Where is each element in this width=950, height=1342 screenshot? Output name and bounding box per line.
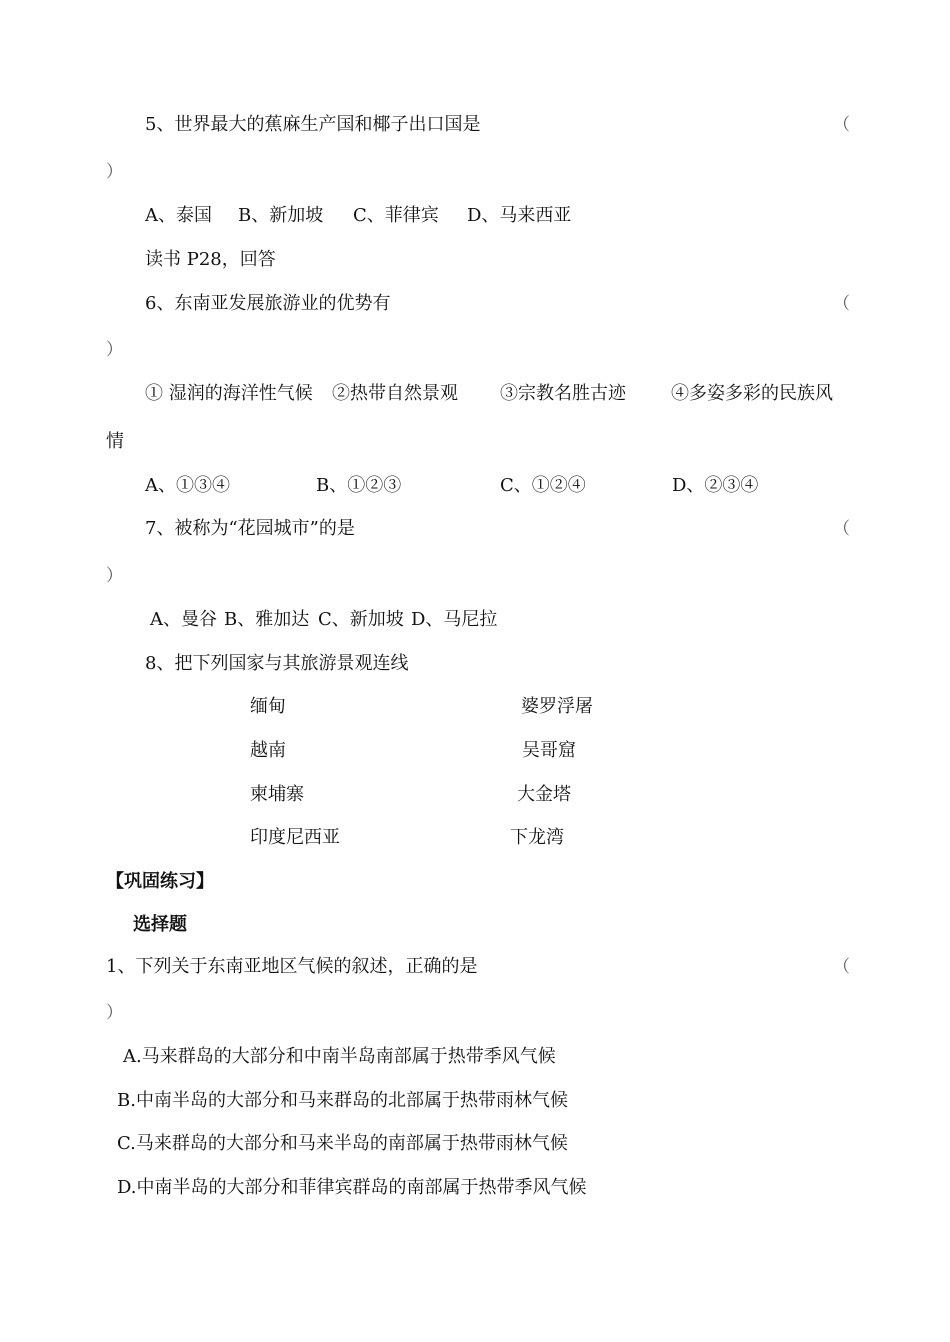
e1-paren-open: （ xyxy=(833,957,850,977)
e1-option-a: A.马来群岛的大部分和中南半岛南部属于热带季风气候 xyxy=(123,1046,556,1067)
q6-item-3: ③宗教名胜古迹 xyxy=(500,383,626,404)
e1-option-c: C.马来群岛的大部分和马来半岛的南部属于热带雨林气候 xyxy=(117,1133,568,1154)
q5-paren-open: （ xyxy=(833,115,850,135)
q6-option-c: C、①②④ xyxy=(500,475,586,496)
q5-option-a: A、泰国 xyxy=(145,205,212,226)
q6-option-a: A、①③④ xyxy=(145,475,230,496)
q7-option-a: A、曼谷 xyxy=(150,609,217,630)
section-title: 【巩固练习】 xyxy=(106,871,214,892)
q5-option-c: C、菲律宾 xyxy=(353,205,439,226)
q8-country: 印度尼西亚 xyxy=(250,827,340,848)
q7-paren-open: （ xyxy=(833,519,850,539)
q8-sight: 吴哥窟 xyxy=(522,740,576,761)
e1-option-b: B.中南半岛的大部分和马来群岛的北部属于热带雨林气候 xyxy=(117,1090,568,1111)
q6-item-4-wrap: 情 xyxy=(106,431,124,452)
q7-option-d: D、马尼拉 xyxy=(411,609,498,630)
q8-sight: 婆罗浮屠 xyxy=(521,696,593,717)
q7-paren-close: ） xyxy=(106,566,123,586)
q8-stem: 8、把下列国家与其旅游景观连线 xyxy=(145,653,409,674)
q8-country: 越南 xyxy=(250,740,286,761)
read-note: 读书 P28，回答 xyxy=(145,249,276,270)
e1-paren-close: ） xyxy=(106,1003,123,1023)
q5-option-b: B、新加坡 xyxy=(238,205,324,226)
q6-item-2: ②热带自然景观 xyxy=(332,383,458,404)
q8-sight: 大金塔 xyxy=(517,784,571,805)
q8-country: 缅甸 xyxy=(250,696,286,717)
q6-option-b: B、①②③ xyxy=(316,475,402,496)
q7-stem: 7、被称为“花园城市”的是 xyxy=(145,518,355,539)
q8-country: 柬埔寨 xyxy=(250,784,304,805)
q6-paren-open: （ xyxy=(833,294,850,314)
q6-paren-close: ） xyxy=(106,340,123,360)
q5-stem: 5、世界最大的蕉麻生产国和椰子出口国是 xyxy=(145,114,481,135)
q6-option-d: D、②③④ xyxy=(672,475,759,496)
q6-stem: 6、东南亚发展旅游业的优势有 xyxy=(145,293,391,314)
q7-option-b: B、雅加达 xyxy=(224,609,310,630)
q5-paren-close: ） xyxy=(106,162,123,182)
q6-item-1: ① 湿润的海洋性气候 xyxy=(145,383,313,404)
q5-option-d: D、马来西亚 xyxy=(467,205,572,226)
q6-item-4: ④多姿多彩的民族风 xyxy=(671,383,833,404)
e1-stem: 1、下列关于东南亚地区气候的叙述，正确的是 xyxy=(106,956,478,977)
q8-sight: 下龙湾 xyxy=(510,827,564,848)
q7-option-c: C、新加坡 xyxy=(318,609,404,630)
section-subtitle: 选择题 xyxy=(133,914,187,935)
e1-option-d: D.中南半岛的大部分和菲律宾群岛的南部属于热带季风气候 xyxy=(117,1177,587,1198)
